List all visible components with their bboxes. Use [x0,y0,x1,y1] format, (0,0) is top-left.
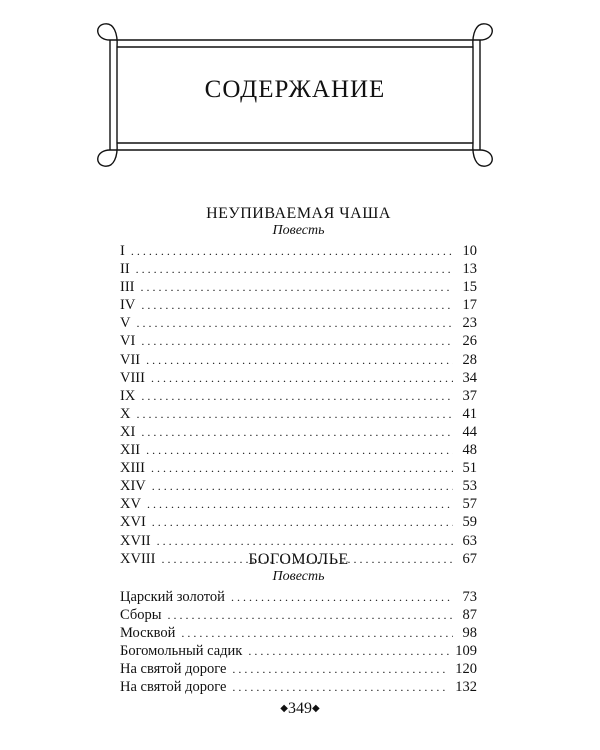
toc-entry[interactable] [120,405,477,423]
toc-entry-page: 17 [462,297,477,314]
toc-entry-label: Москвой [120,625,176,642]
dot-leader [136,405,453,423]
toc-entry-page: 51 [462,460,477,477]
dot-leader [141,278,454,296]
toc-entry-page: 15 [462,279,477,296]
toc-entry[interactable] [120,513,477,531]
toc-entry[interactable] [120,387,477,405]
dot-leader [131,242,453,260]
toc-entry-label: XIV [120,478,146,495]
dot-leader [151,369,453,387]
toc-entry[interactable] [120,678,477,696]
toc-entry-page: 28 [462,351,477,368]
page-title: СОДЕРЖАНИЕ [204,76,386,103]
toc-entry[interactable] [120,242,477,260]
toc-list [120,242,477,568]
page-number [0,700,600,718]
toc-entry[interactable] [120,314,477,332]
toc-entry-label: III [120,279,135,296]
toc-entry[interactable] [120,588,477,606]
toc-entry[interactable] [120,495,477,513]
toc-entry-page: 120 [455,661,477,678]
toc-entry-page: 10 [462,243,477,259]
toc-entry-page: 13 [462,261,477,278]
toc-entry-label: XII [120,442,141,459]
section-subtitle: Повесть [272,223,325,238]
toc-entry-label: VI [120,333,136,350]
section-title: БОГОМОЛЬЕ [248,551,349,568]
dot-leader [232,660,449,678]
toc-entry-label: Царский золотой [120,589,225,605]
dot-leader [141,423,453,441]
toc-entry-page: 109 [455,643,477,660]
dot-leader [152,513,453,531]
dot-leader [136,314,453,332]
toc-entry[interactable] [120,423,477,441]
toc-entry-label: XVIII [120,550,156,567]
toc-section-1 [120,205,477,568]
page-number-value: 349 [288,700,312,717]
toc-entry-page: 67 [462,550,477,567]
toc-entry-page: 98 [462,625,477,642]
dot-leader [181,624,453,642]
toc-entry-label: VIII [120,369,145,386]
toc-entry-label: II [120,261,130,278]
dot-leader [151,459,453,477]
toc-entry-label: Сборы [120,607,162,624]
toc-entry-label: I [120,243,125,259]
toc-entry[interactable] [120,642,477,660]
toc-entry[interactable] [120,532,477,550]
toc-entry-page: 63 [462,532,477,549]
toc-entry[interactable] [120,332,477,350]
toc-entry-page: 73 [462,589,477,605]
toc-entry[interactable] [120,477,477,495]
dot-leader [152,477,453,495]
dot-leader [248,642,449,660]
diamond-ornament-left: ◆ [280,703,288,714]
toc-entry-label: На святой дороге [120,661,227,678]
dot-leader [157,532,453,550]
toc-entry[interactable] [120,278,477,296]
dot-leader [141,387,453,405]
toc-entry-page: 41 [462,405,477,422]
toc-entry-page: 132 [455,679,477,696]
dot-leader [141,332,453,350]
toc-section-2 [120,551,477,697]
toc-entry-label: XV [120,496,141,513]
toc-entry-label: VII [120,351,141,368]
toc-entry[interactable] [120,260,477,278]
toc-entry[interactable] [120,459,477,477]
toc-entry-page: 34 [462,369,477,386]
toc-entry-page: 23 [462,315,477,332]
dot-leader [167,606,453,624]
toc-list [120,588,477,697]
toc-entry-label: X [120,405,131,422]
toc-entry-label: XIII [120,460,145,477]
toc-entry[interactable] [120,351,477,369]
toc-entry-page: 57 [462,496,477,513]
dot-leader [146,441,453,459]
toc-entry[interactable] [120,606,477,624]
toc-entry-label: Богомольный садик [120,643,243,660]
toc-entry-page: 87 [462,607,477,624]
toc-entry-page: 48 [462,442,477,459]
toc-entry-label: IX [120,387,136,404]
toc-entry-label: V [120,315,131,332]
diamond-ornament-right: ◆ [312,703,320,714]
toc-entry-page: 37 [462,387,477,404]
toc-entry[interactable] [120,296,477,314]
toc-entry[interactable] [120,441,477,459]
toc-entry[interactable] [120,369,477,387]
toc-entry-page: 44 [462,423,477,440]
dot-leader [232,678,449,696]
section-title: НЕУПИВАЕМАЯ ЧАША [206,205,391,222]
toc-entry-label: XI [120,423,136,440]
toc-entry[interactable] [120,660,477,678]
toc-entry-page: 59 [462,514,477,531]
toc-entry-label: IV [120,297,136,314]
toc-entry-label: XVII [120,532,151,549]
dot-leader [146,351,453,369]
dot-leader [136,260,453,278]
section-subtitle: Повесть [272,569,325,584]
heading-frame [90,20,500,170]
toc-entry-page: 26 [462,333,477,350]
toc-entry[interactable] [120,624,477,642]
dot-leader [147,495,453,513]
toc-entry-page: 53 [462,478,477,495]
toc-entry-label: На святой дороге [120,679,227,696]
toc-entry-label: XVI [120,514,146,531]
dot-leader [231,588,453,606]
dot-leader [141,296,453,314]
